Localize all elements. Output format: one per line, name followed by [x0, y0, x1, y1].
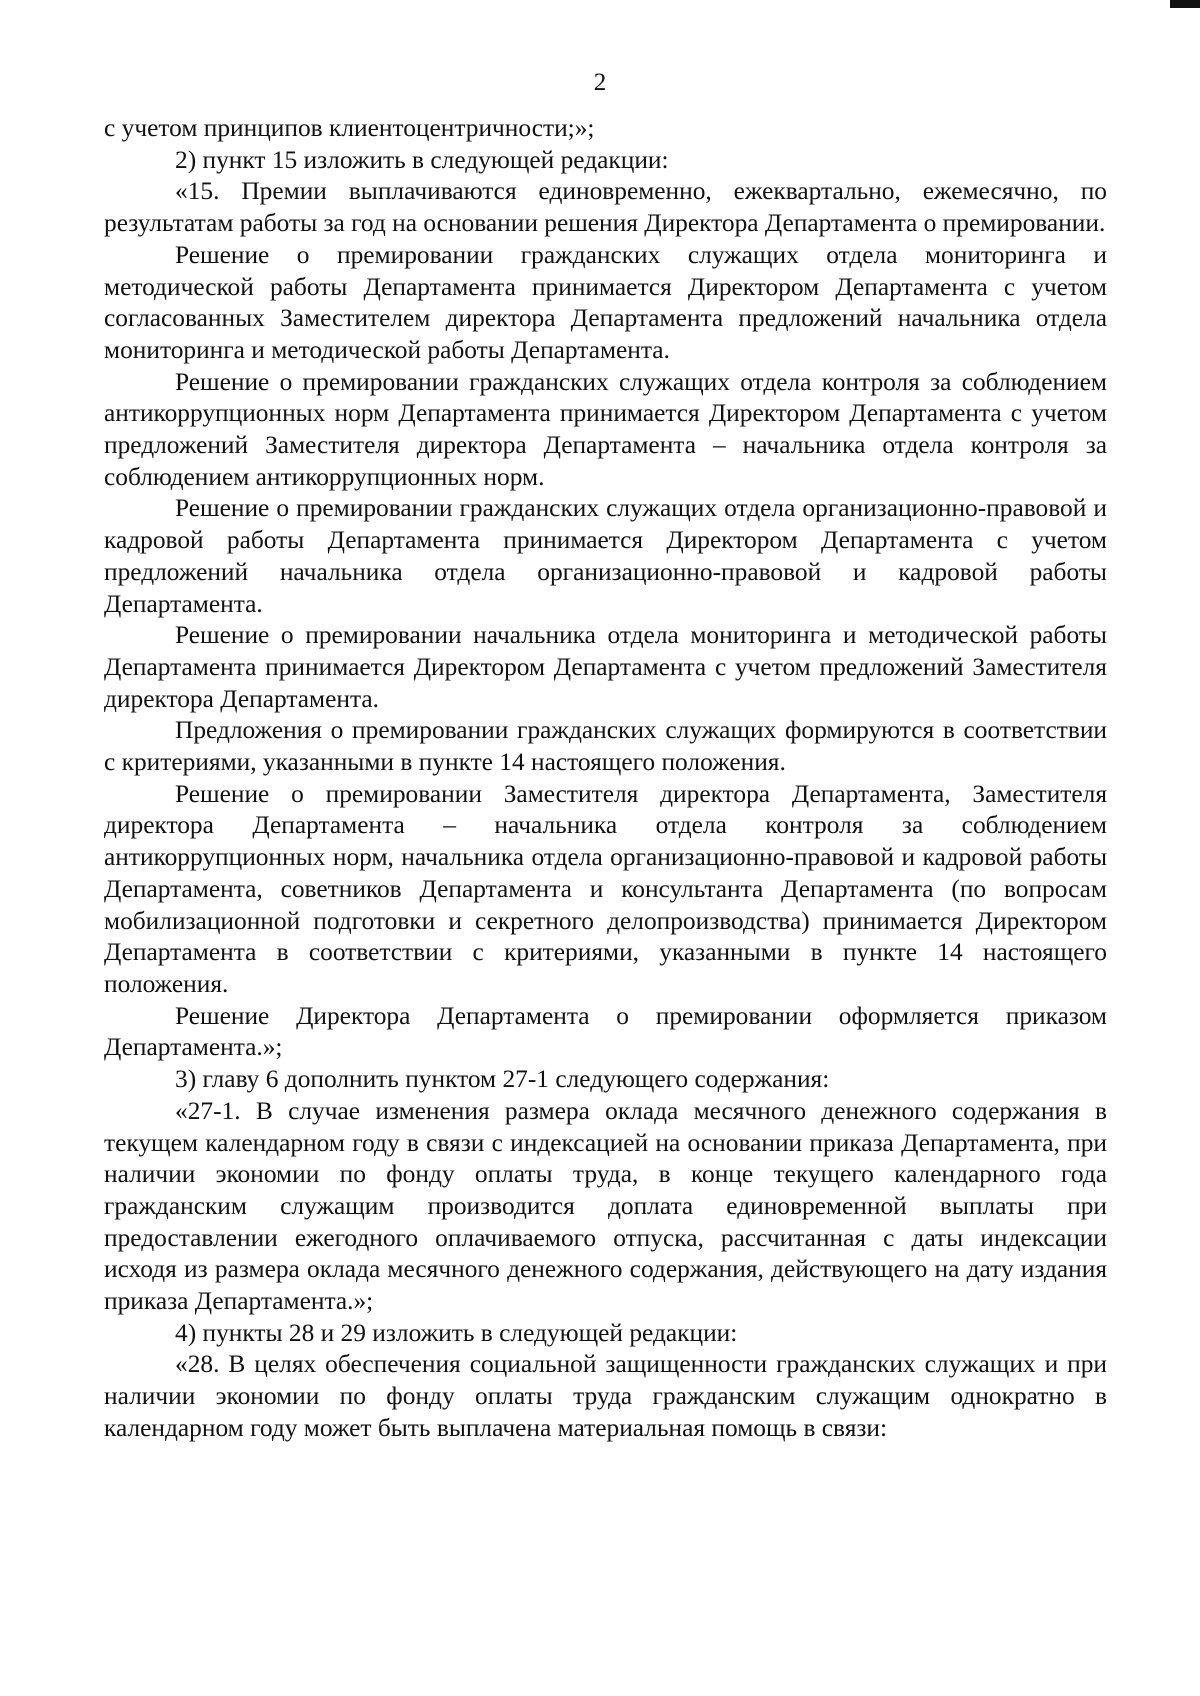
paragraph-item-2: 2) пункт 15 изложить в следующей редакции: [175, 145, 669, 174]
paragraph-item-4: 4) пункты 28 и 29 изложить в следующей редакции: [175, 1318, 738, 1347]
paragraph-clause-27-1: «27-1. В случае изменения размера оклада месячного денежного содержания в текущем календарном году в связи с индексацией на основании приказа Департамента, при наличии экономии по фонду оплаты труда, в конце текущего календарного года гражданским служащим производится доплата единовременной выплаты при предоставлении ежегодного оплачиваемого отпуска, рассчитанная с даты индексации исходя из размера оклада месячного денежного содержания, действующего на дату издания приказа Департамента.»; [104, 1096, 1107, 1316]
paragraph-monitoring-head: Решение о премировании начальника отдела мониторинга и методической работы Департамента принимается Директором Департамента с учетом предложений Заместителя директора Департамента. [104, 621, 1107, 713]
paragraph-clause-28: «28. В целях обеспечения социальной защищенности гражданских служащих и при наличии экономии по фонду оплаты труда гражданским служащим однократно в календарном году может быть выплачена материальная помощь в связи: [104, 1350, 1107, 1442]
paragraph-proposals: Предложения о премировании гражданских служащих формируются в соответствии с критериями, указанными в пункте 14 настоящего положения. [104, 716, 1107, 777]
paragraph-monitoring-dept: Решение о премировании гражданских служащих отдела мониторинга и методической работы Департамента принимается Директором Департамента с учетом согласованных Заместителем директора Департамента предложений начальника отдела мониторинга и методической работы Департамента. [104, 240, 1107, 364]
paragraph-order: Решение Директора Департамента о премировании оформляется приказом Департамента.»; [104, 1001, 1107, 1062]
paragraph-item-3: 3) главу 6 дополнить пунктом 27-1 следующего содержания: [175, 1065, 830, 1094]
page-number: 2 [593, 69, 607, 96]
paragraph-legal-hr-dept: Решение о премировании гражданских служащих отдела организационно-правовой и кадровой работы Департамента принимается Директором Департамента с учетом предложений начальника отдела организационно-правовой и кадровой работы Департамента. [104, 494, 1107, 618]
scan-edge-mark [1170, 0, 1200, 8]
paragraph-deputies: Решение о премировании Заместителя директора Департамента, Заместителя директора Департамента – начальника отдела контроля за соблюдением антикоррупционных норм, начальника отдела организационно-правовой и кадровой работы Департамента, советников Департамента и консультанта Департамента (по вопросам мобилизационной подготовки и секретного делопроизводства) принимается Директором Департамента в соответствии с критериями, указанными в пункте 14 настоящего положения. [104, 779, 1107, 998]
paragraph-clause-15: «15. Премии выплачиваются единовременно, ежеквартально, ежемесячно, по результатам работы за год на основании решения Директора Департамента о премировании. [104, 177, 1107, 238]
paragraph-continuation: с учетом принципов клиентоцентричности;»; [104, 114, 595, 142]
paragraph-anticorruption-dept: Решение о премировании гражданских служащих отдела контроля за соблюдением антикоррупционных норм Департамента принимается Директором Департамента с учетом предложений Заместителя директора Департамента – начальника отдела контроля за соблюдением антикоррупционных норм. [104, 367, 1107, 491]
document-body [104, 113, 1107, 1445]
